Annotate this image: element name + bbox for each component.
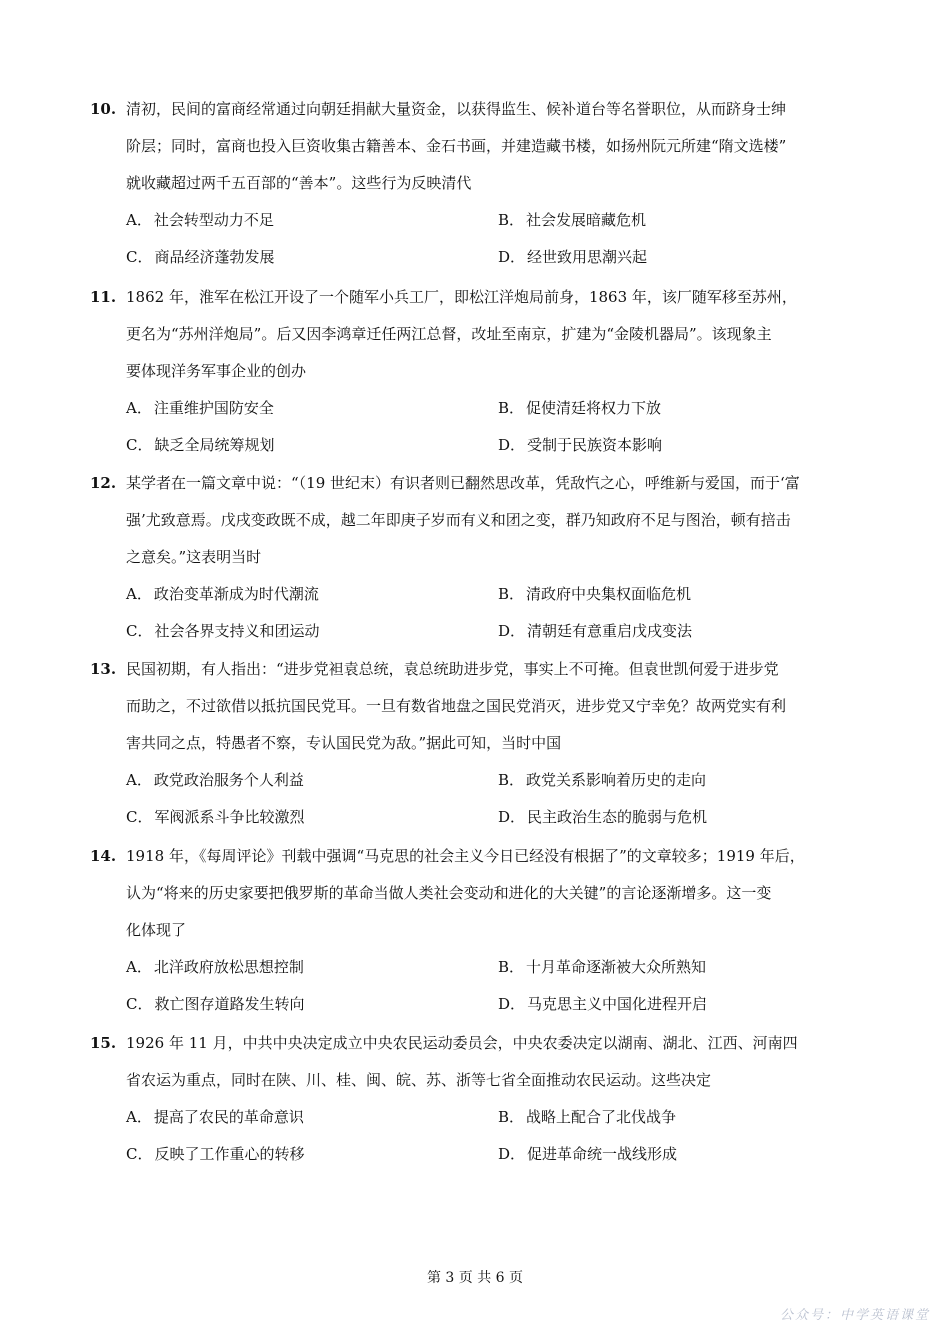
- option-letter: B．: [498, 958, 525, 976]
- option-text: 政党政治服务个人利益: [153, 771, 304, 789]
- question-12: [90, 465, 870, 650]
- stem-line: 阶层；同时，富商也投入巨资收集古籍善本、金石书画，并建造藏书楼，如扬州阮元所建“隋文选楼”: [126, 137, 787, 155]
- stem-line: 清初，民间的富商经常通过向朝廷捐献大量资金，以获得监生、候补道台等名誉职位，从而跻身士绅: [126, 100, 787, 118]
- option-text: 政党关系影响着历史的走向: [526, 771, 707, 789]
- option-letter: C．: [126, 995, 153, 1013]
- option-c: [126, 986, 498, 1023]
- option-text: 注重维护国防安全: [153, 399, 274, 417]
- stem-line: 省农运为重点，同时在陕、川、桂、闽、皖、苏、浙等七省全面推动农民运动。这些决定: [126, 1071, 712, 1089]
- question-stem: [126, 465, 870, 576]
- option-text: 受制于民族资本影响: [527, 436, 663, 454]
- stem-line: 民国初期，有人指出：“进步党袒袁总统，袁总统助进步党，事实上不可掩。但袁世凯何爱于进步党: [126, 660, 779, 678]
- options: [126, 1099, 870, 1173]
- options: [126, 390, 870, 464]
- option-d: [498, 986, 870, 1023]
- question-number: 10.: [90, 100, 117, 118]
- stem-line: 1862 年，淮军在松江开设了一个随军小兵工厂，即松江洋炮局前身，1863 年，该厂随军移至苏州，: [126, 288, 797, 306]
- option-text: 促使清廷将权力下放: [526, 399, 662, 417]
- stem-line: 1926 年 11 月，中共中央决定成立中央农民运动委员会，中央农委决定以湖南、湖北、江西、河南四: [126, 1034, 798, 1052]
- stem-line: 某学者在一篇文章中说：“（19 世纪末）有识者则已翻然思改革，凭敌忾之心，呼维新与爱国，而于‘富: [126, 474, 800, 492]
- option-letter: B．: [498, 585, 525, 603]
- option-letter: A．: [126, 211, 152, 229]
- option-letter: D．: [498, 808, 526, 826]
- option-letter: D．: [498, 1145, 526, 1163]
- watermark: 公众号：中学英语课堂: [779, 1308, 930, 1323]
- question-number: 15.: [90, 1034, 117, 1052]
- question-stem: [126, 838, 870, 949]
- option-letter: D．: [498, 436, 526, 454]
- stem-line: 而助之，不过欲借以抵抗国民党耳。一旦有数省地盘之国民党消灭，进步党又宁幸免？故两党实有利: [126, 697, 787, 715]
- option-letter: B．: [498, 1108, 525, 1126]
- option-letter: D．: [498, 995, 526, 1013]
- option-text: 缺乏全局统筹规划: [154, 436, 275, 454]
- option-b: [498, 576, 870, 613]
- stem-line: 就收藏超过两千五百部的“善本”。这些行为反映清代: [126, 174, 472, 192]
- option-letter: D．: [498, 622, 526, 640]
- option-text: 反映了工作重心的转移: [154, 1145, 305, 1163]
- question-number: 14.: [90, 847, 117, 865]
- option-letter: A．: [126, 958, 152, 976]
- option-b: [498, 1099, 870, 1136]
- option-a: [126, 1099, 498, 1136]
- option-letter: A．: [126, 1108, 152, 1126]
- stem-line: 害共同之点，特愚者不察，专认国民党为敌。”据此可知，当时中国: [126, 734, 562, 752]
- option-a: [126, 390, 498, 427]
- option-letter: A．: [126, 399, 152, 417]
- option-a: [126, 949, 498, 986]
- option-c: [126, 427, 498, 464]
- option-letter: A．: [126, 771, 152, 789]
- option-c: [126, 239, 498, 276]
- question-13: [90, 651, 870, 836]
- stem-line: 强’尤致意焉。戊戌变政既不成，越二年即庚子岁而有义和团之变，群乃知政府不足与图治，顿有掊击: [126, 511, 791, 529]
- options: [126, 762, 870, 836]
- option-text: 经世致用思潮兴起: [527, 248, 648, 266]
- stem-line: 之意矣。”这表明当时: [126, 548, 262, 566]
- option-letter: C．: [126, 808, 153, 826]
- option-d: [498, 799, 870, 836]
- question-14: [90, 838, 870, 1023]
- option-text: 北洋政府放松思想控制: [153, 958, 304, 976]
- options: [126, 949, 870, 1023]
- question-15: [90, 1025, 870, 1173]
- question-stem: [126, 651, 870, 762]
- option-text: 促进革命统一战线形成: [527, 1145, 678, 1163]
- question-number: 11.: [90, 288, 117, 306]
- stem-line: 更名为“苏州洋炮局”。后又因李鸿章迁任两江总督，改址至南京，扩建为“金陵机器局”。该现象主: [126, 325, 772, 343]
- option-b: [498, 390, 870, 427]
- question-10: [90, 91, 870, 276]
- option-letter: B．: [498, 211, 525, 229]
- option-letter: A．: [126, 585, 152, 603]
- option-text: 十月革命逐渐被大众所熟知: [526, 958, 707, 976]
- page-footer: 第 3 页 共 6 页: [426, 1270, 524, 1286]
- option-a: [126, 576, 498, 613]
- option-text: 社会转型动力不足: [153, 211, 274, 229]
- option-d: [498, 239, 870, 276]
- options: [126, 202, 870, 276]
- option-c: [126, 799, 498, 836]
- option-b: [498, 202, 870, 239]
- stem-line: 化体现了: [126, 921, 187, 939]
- option-b: [498, 762, 870, 799]
- question-number: 12.: [90, 474, 117, 492]
- option-letter: B．: [498, 771, 525, 789]
- option-text: 清政府中央集权面临危机: [526, 585, 692, 603]
- option-text: 社会各界支持义和团运动: [154, 622, 320, 640]
- option-letter: C．: [126, 436, 153, 454]
- option-d: [498, 1136, 870, 1173]
- option-d: [498, 613, 870, 650]
- option-text: 战略上配合了北伐战争: [526, 1108, 677, 1126]
- stem-line: 1918 年，《每周评论》刊载中强调“马克思的社会主义今日已经没有根据了”的文章较多；1919 年后，: [126, 847, 805, 865]
- question-stem: [126, 91, 870, 202]
- option-letter: C．: [126, 248, 153, 266]
- option-a: [126, 762, 498, 799]
- option-d: [498, 427, 870, 464]
- options: [126, 576, 870, 650]
- option-text: 马克思主义中国化进程开启: [527, 995, 708, 1013]
- question-stem: [126, 279, 870, 390]
- option-text: 商品经济蓬勃发展: [154, 248, 275, 266]
- option-letter: C．: [126, 622, 153, 640]
- option-b: [498, 949, 870, 986]
- option-text: 社会发展暗藏危机: [526, 211, 647, 229]
- option-text: 民主政治生态的脆弱与危机: [527, 808, 708, 826]
- option-c: [126, 613, 498, 650]
- question-number: 13.: [90, 660, 117, 678]
- option-text: 清朝廷有意重启戊戌变法: [527, 622, 693, 640]
- option-a: [126, 202, 498, 239]
- option-letter: C．: [126, 1145, 153, 1163]
- stem-line: 要体现洋务军事企业的创办: [126, 362, 307, 380]
- question-11: [90, 279, 870, 464]
- stem-line: 认为“将来的历史家要把俄罗斯的革命当做人类社会变动和进化的大关键”的言论逐渐增多。这一变: [126, 884, 772, 902]
- option-letter: D．: [498, 248, 526, 266]
- option-letter: B．: [498, 399, 525, 417]
- option-text: 提高了农民的革命意识: [153, 1108, 304, 1126]
- question-stem: [126, 1025, 870, 1099]
- option-text: 军阀派系斗争比较激烈: [154, 808, 305, 826]
- option-text: 救亡图存道路发生转向: [154, 995, 305, 1013]
- option-text: 政治变革渐成为时代潮流: [153, 585, 319, 603]
- option-c: [126, 1136, 498, 1173]
